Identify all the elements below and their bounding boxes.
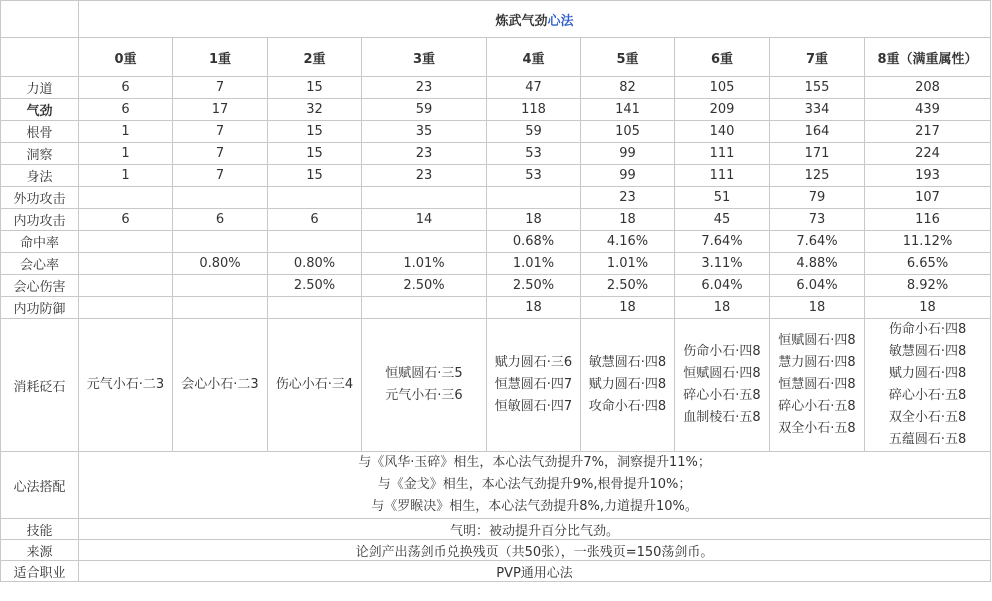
stat-value: 18 bbox=[770, 297, 865, 319]
stone-item: 赋力圆石·四8 bbox=[888, 366, 967, 381]
stat-value: 17 bbox=[173, 99, 268, 121]
stat-value bbox=[268, 187, 362, 209]
stat-value bbox=[173, 231, 268, 253]
stone-item: 碎心小石·五8 bbox=[683, 388, 761, 403]
stat-value: 7 bbox=[173, 77, 268, 99]
stone-item: 恒赋圆石·三5 bbox=[385, 366, 463, 381]
stat-value: 1 bbox=[79, 143, 173, 165]
stat-value: 53 bbox=[487, 143, 581, 165]
stat-value: 2.50% bbox=[487, 275, 581, 297]
stat-value: 53 bbox=[487, 165, 581, 187]
skill-label: 技能 bbox=[1, 519, 79, 540]
stat-value: 8.92% bbox=[865, 275, 991, 297]
stone-item: 恒敏圆石·四7 bbox=[494, 399, 573, 414]
stat-value: 118 bbox=[487, 99, 581, 121]
stat-value: 35 bbox=[362, 121, 487, 143]
stat-value: 193 bbox=[865, 165, 991, 187]
stone-item: 慧力圆石·四8 bbox=[778, 355, 856, 370]
stat-value bbox=[487, 187, 581, 209]
stone-row bbox=[1, 319, 991, 452]
pairing-line: 与《金戈》相生，本心法气劲提升9%,根骨提升10%； bbox=[377, 477, 692, 492]
stat-label: 洞察 bbox=[1, 143, 79, 165]
stat-value bbox=[268, 297, 362, 319]
stat-value: 1 bbox=[79, 121, 173, 143]
stat-value bbox=[79, 253, 173, 275]
stat-value: 23 bbox=[581, 187, 675, 209]
stone-item: 赋力圆石·四8 bbox=[588, 377, 667, 392]
stat-value: 141 bbox=[581, 99, 675, 121]
pairing-text bbox=[79, 452, 991, 519]
stat-value: 2.50% bbox=[362, 275, 487, 297]
stat-row bbox=[1, 253, 991, 275]
stat-row bbox=[1, 231, 991, 253]
stat-row bbox=[1, 99, 991, 121]
stat-value: 4.88% bbox=[770, 253, 865, 275]
source-text: 论剑产出荡剑币兑换残页（共50张），一张残页=150荡剑币。 bbox=[79, 540, 991, 561]
column-header-4: 4重 bbox=[487, 38, 581, 77]
stone-item: 会心小石·二3 bbox=[181, 377, 259, 392]
source-row bbox=[1, 540, 991, 561]
stat-label: 气劲 bbox=[1, 99, 79, 121]
stat-value: 1.01% bbox=[581, 253, 675, 275]
stat-value: 51 bbox=[675, 187, 770, 209]
stat-value: 6 bbox=[268, 209, 362, 231]
stone-label: 消耗砭石 bbox=[1, 319, 79, 452]
stat-value: 7 bbox=[173, 143, 268, 165]
corner-cell bbox=[1, 1, 79, 38]
stat-value: 7.64% bbox=[770, 231, 865, 253]
stat-value: 15 bbox=[268, 143, 362, 165]
stat-value: 23 bbox=[362, 77, 487, 99]
stat-value: 3.11% bbox=[675, 253, 770, 275]
skill-row bbox=[1, 519, 991, 540]
stat-value: 99 bbox=[581, 165, 675, 187]
stat-value: 140 bbox=[675, 121, 770, 143]
stat-row bbox=[1, 187, 991, 209]
stat-row bbox=[1, 121, 991, 143]
stat-value: 15 bbox=[268, 165, 362, 187]
stat-value: 155 bbox=[770, 77, 865, 99]
stat-row bbox=[1, 143, 991, 165]
column-header-2: 2重 bbox=[268, 38, 362, 77]
stat-value: 6 bbox=[79, 209, 173, 231]
stat-label: 内功攻击 bbox=[1, 209, 79, 231]
stat-value: 6.65% bbox=[865, 253, 991, 275]
skill-text: 气明：被动提升百分比气劲。 bbox=[79, 519, 991, 540]
stone-item: 双全小石·五8 bbox=[888, 410, 967, 425]
stat-value: 99 bbox=[581, 143, 675, 165]
header-corner-cell bbox=[1, 38, 79, 77]
stone-item: 碎心小石·五8 bbox=[888, 388, 967, 403]
stat-value bbox=[79, 187, 173, 209]
stone-cell bbox=[770, 319, 865, 452]
pairing-row bbox=[1, 452, 991, 519]
stat-value: 125 bbox=[770, 165, 865, 187]
stat-value: 18 bbox=[865, 297, 991, 319]
stone-cell bbox=[362, 319, 487, 452]
stat-value: 105 bbox=[675, 77, 770, 99]
stat-value bbox=[362, 231, 487, 253]
stat-value: 73 bbox=[770, 209, 865, 231]
stone-item: 恒赋圆石·四8 bbox=[683, 366, 761, 381]
table-title bbox=[79, 1, 991, 38]
stat-value: 208 bbox=[865, 77, 991, 99]
stat-value: 18 bbox=[581, 297, 675, 319]
stat-value: 217 bbox=[865, 121, 991, 143]
stat-value: 7 bbox=[173, 165, 268, 187]
career-label: 适合职业 bbox=[1, 561, 79, 582]
column-header-0: 0重 bbox=[79, 38, 173, 77]
stat-value: 164 bbox=[770, 121, 865, 143]
stone-cell bbox=[79, 319, 173, 452]
stat-value: 23 bbox=[362, 165, 487, 187]
stat-label: 命中率 bbox=[1, 231, 79, 253]
stat-value: 2.50% bbox=[581, 275, 675, 297]
stone-item: 恒慧圆石·四7 bbox=[494, 377, 573, 392]
column-header-3: 3重 bbox=[362, 38, 487, 77]
stat-value: 15 bbox=[268, 77, 362, 99]
stat-row bbox=[1, 275, 991, 297]
stat-value: 79 bbox=[770, 187, 865, 209]
stat-value bbox=[173, 275, 268, 297]
source-label: 来源 bbox=[1, 540, 79, 561]
stat-value: 0.80% bbox=[268, 253, 362, 275]
stat-value: 6.04% bbox=[675, 275, 770, 297]
stat-value bbox=[362, 297, 487, 319]
stat-label: 内功防御 bbox=[1, 297, 79, 319]
stone-item: 伤命小石·四8 bbox=[888, 322, 967, 337]
stat-label: 会心伤害 bbox=[1, 275, 79, 297]
stat-value: 439 bbox=[865, 99, 991, 121]
stat-value: 6 bbox=[173, 209, 268, 231]
stat-value: 1.01% bbox=[487, 253, 581, 275]
stat-value: 224 bbox=[865, 143, 991, 165]
stone-item: 元气小石·二3 bbox=[86, 377, 165, 392]
stone-item: 敏慧圆石·四8 bbox=[888, 344, 967, 359]
stat-value: 209 bbox=[675, 99, 770, 121]
stone-item: 恒赋圆石·四8 bbox=[778, 333, 856, 348]
stat-value: 1.01% bbox=[362, 253, 487, 275]
stat-value: 7 bbox=[173, 121, 268, 143]
stat-value: 18 bbox=[487, 209, 581, 231]
stat-value: 14 bbox=[362, 209, 487, 231]
stat-label: 根骨 bbox=[1, 121, 79, 143]
stat-value bbox=[173, 297, 268, 319]
stat-value: 105 bbox=[581, 121, 675, 143]
stat-row bbox=[1, 77, 991, 99]
stat-value: 15 bbox=[268, 121, 362, 143]
stone-cell bbox=[173, 319, 268, 452]
pairing-line: 与《罗睺决》相生，本心法气劲提升8%,力道提升10%。 bbox=[371, 499, 698, 514]
stat-value: 111 bbox=[675, 143, 770, 165]
stat-value: 59 bbox=[362, 99, 487, 121]
column-header-8: 8重（满重属性） bbox=[865, 38, 991, 77]
stone-item: 攻命小石·四8 bbox=[588, 399, 667, 414]
stat-value: 32 bbox=[268, 99, 362, 121]
stat-value bbox=[79, 275, 173, 297]
stat-value: 2.50% bbox=[268, 275, 362, 297]
stat-value: 23 bbox=[362, 143, 487, 165]
career-row bbox=[1, 561, 991, 582]
title-prefix: 炼武气劲 bbox=[495, 13, 548, 29]
pairing-line: 与《风华·玉碎》相生，本心法气劲提升7%，洞察提升11%； bbox=[358, 455, 711, 470]
stat-row bbox=[1, 209, 991, 231]
stat-value: 6 bbox=[79, 77, 173, 99]
stat-value bbox=[79, 231, 173, 253]
stone-item: 五蕴圆石·五8 bbox=[888, 432, 967, 447]
stone-cell bbox=[865, 319, 991, 452]
stat-row bbox=[1, 165, 991, 187]
pairing-label: 心法搭配 bbox=[1, 452, 79, 519]
career-text: PVP通用心法 bbox=[79, 561, 991, 582]
stat-value: 1 bbox=[79, 165, 173, 187]
stat-value bbox=[79, 297, 173, 319]
stat-value: 0.68% bbox=[487, 231, 581, 253]
stat-value bbox=[362, 187, 487, 209]
stat-value bbox=[268, 231, 362, 253]
stat-label: 身法 bbox=[1, 165, 79, 187]
stone-cell bbox=[581, 319, 675, 452]
stat-value: 11.12% bbox=[865, 231, 991, 253]
stone-item: 双全小石·五8 bbox=[778, 421, 856, 436]
stat-label: 力道 bbox=[1, 77, 79, 99]
stat-label: 会心率 bbox=[1, 253, 79, 275]
stat-value: 45 bbox=[675, 209, 770, 231]
stone-item: 敏慧圆石·四8 bbox=[588, 355, 667, 370]
column-header-5: 5重 bbox=[581, 38, 675, 77]
stone-item: 元气小石·三6 bbox=[385, 388, 463, 403]
stat-value: 116 bbox=[865, 209, 991, 231]
stone-cell bbox=[487, 319, 581, 452]
stat-value: 171 bbox=[770, 143, 865, 165]
stat-value: 18 bbox=[675, 297, 770, 319]
stat-value: 111 bbox=[675, 165, 770, 187]
stat-value: 59 bbox=[487, 121, 581, 143]
stone-cell bbox=[268, 319, 362, 452]
stat-value: 334 bbox=[770, 99, 865, 121]
column-header-6: 6重 bbox=[675, 38, 770, 77]
stat-label: 外功攻击 bbox=[1, 187, 79, 209]
column-header-7: 7重 bbox=[770, 38, 865, 77]
stat-value: 107 bbox=[865, 187, 991, 209]
stat-value: 4.16% bbox=[581, 231, 675, 253]
stat-value: 47 bbox=[487, 77, 581, 99]
stat-value: 82 bbox=[581, 77, 675, 99]
stone-cell bbox=[675, 319, 770, 452]
stat-value: 7.64% bbox=[675, 231, 770, 253]
stone-item: 恒慧圆石·四8 bbox=[778, 377, 856, 392]
stat-row bbox=[1, 297, 991, 319]
stone-item: 伤心小石·三4 bbox=[275, 377, 354, 392]
column-header-1: 1重 bbox=[173, 38, 268, 77]
stone-item: 血制棱石·五8 bbox=[683, 410, 761, 425]
stat-value: 6.04% bbox=[770, 275, 865, 297]
stone-item: 赋力圆石·三6 bbox=[494, 355, 573, 370]
stat-value: 18 bbox=[487, 297, 581, 319]
stat-value: 0.80% bbox=[173, 253, 268, 275]
stone-item: 碎心小石·五8 bbox=[778, 399, 856, 414]
stone-item: 伤命小石·四8 bbox=[683, 344, 761, 359]
stat-value bbox=[173, 187, 268, 209]
stat-value: 6 bbox=[79, 99, 173, 121]
title-suffix: 心法 bbox=[547, 13, 574, 29]
stat-value: 18 bbox=[581, 209, 675, 231]
